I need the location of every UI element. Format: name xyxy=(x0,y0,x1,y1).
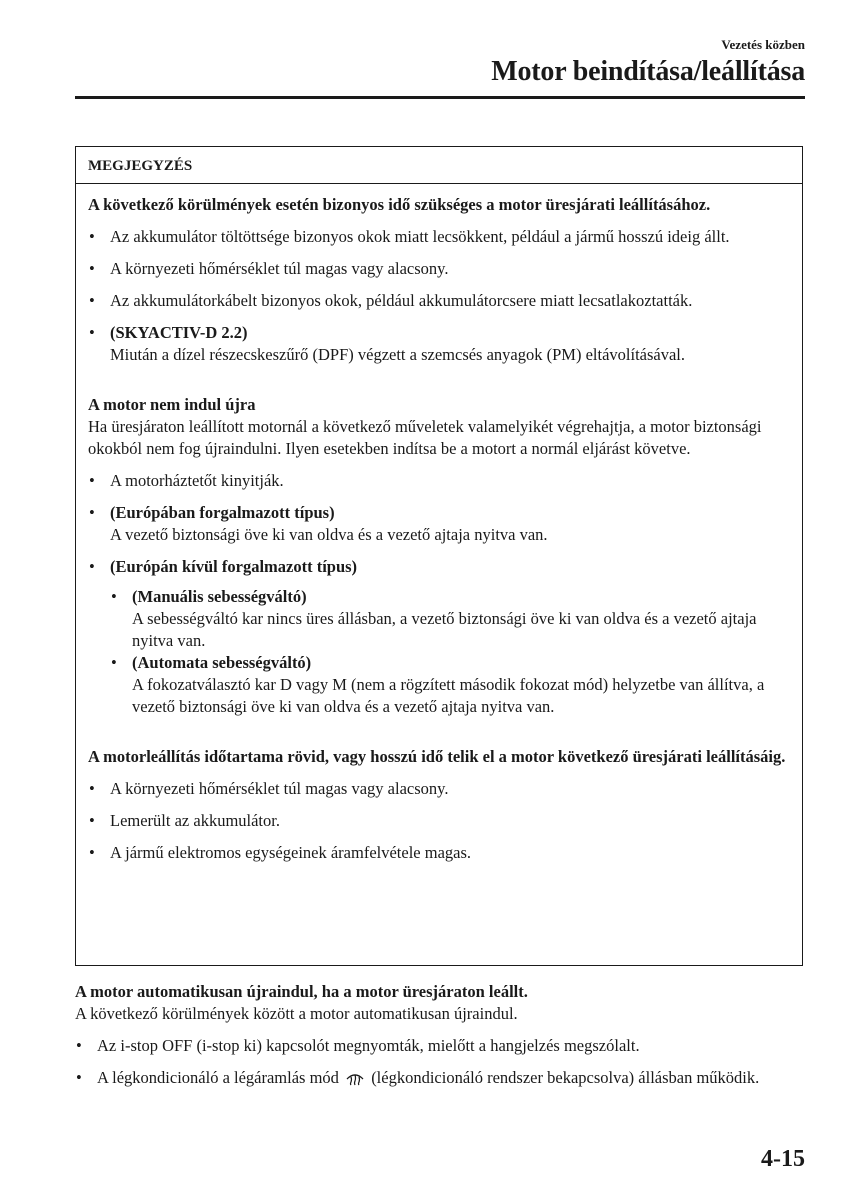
automatic-text: A fokozatválasztó kar D vagy M (nem a rögzített második fokozat mód) helyzetbe van állítva, a vezető biztonsági öve ki van oldva és a vezető ajtaja nyitva van. xyxy=(132,675,765,716)
bullet-icon: • xyxy=(111,653,117,672)
list-item xyxy=(88,778,792,800)
bullet-icon: • xyxy=(89,227,95,246)
bullet-icon: • xyxy=(76,1036,82,1055)
manual-text: A sebességváltó kar nincs üres állásban, a vezető biztonsági öve ki van oldva és a vezető ajtaja nyitva van. xyxy=(132,609,757,650)
list-item-text: A környezeti hőmérséklet túl magas vagy alacsony. xyxy=(110,779,449,798)
page-number: 4-15 xyxy=(761,1146,805,1172)
list-item xyxy=(88,810,792,832)
bullet-icon: • xyxy=(89,259,95,278)
list-item xyxy=(88,502,792,546)
skyactiv-text: Miután a dízel részecskeszűrő (DPF) végzett a szemcsés anyagok (PM) eltávolításával. xyxy=(110,345,686,364)
bullet-icon: • xyxy=(76,1068,82,1087)
list-item xyxy=(88,842,792,864)
list-item xyxy=(88,290,792,312)
list-item xyxy=(75,1035,803,1057)
transmission-sublist xyxy=(110,586,792,718)
note-box xyxy=(75,146,803,966)
list-item xyxy=(88,226,792,248)
title-rule xyxy=(75,96,805,99)
bullet-icon: • xyxy=(89,843,95,862)
restart-heading: A motor nem indul újra xyxy=(88,395,256,414)
europe-label: (Európában forgalmazott típus) xyxy=(110,503,335,522)
bullet-icon: • xyxy=(89,779,95,798)
list-item xyxy=(88,556,792,718)
bullet-icon: • xyxy=(89,291,95,310)
list-item-text: Lemerült az akkumulátor. xyxy=(110,811,280,830)
restart-text: Ha üresjáraton leállított motornál a következő műveletek valamelyikét végrehajtja, a motor biztonsági okokból nem fog újraindulni. Ilyen esetekben indítsa be a motort a normál eljárást követve. xyxy=(88,417,762,458)
list-item-text: Az akkumulátorkábelt bizonyos okok, például akkumulátorcsere miatt lecsatlakoztatták. xyxy=(110,291,693,310)
bullet-icon: • xyxy=(89,323,95,342)
list-item xyxy=(88,322,792,366)
note-intro: A következő körülmények esetén bizonyos idő szükséges a motor üresjárati leállításához. xyxy=(88,195,711,214)
intro-list xyxy=(88,226,792,366)
list-item-text-before: A légkondicionáló a légáramlás mód xyxy=(97,1068,339,1087)
list-item xyxy=(88,470,792,492)
automatic-label: (Automata sebességváltó) xyxy=(132,653,312,672)
duration-list xyxy=(88,778,792,864)
list-item-text-after: (légkondicionáló rendszer bekapcsolva) állásban működik. xyxy=(371,1068,760,1087)
list-item-text: A jármű elektromos egységeinek áramfelvétele magas. xyxy=(110,843,472,862)
auto-restart-section xyxy=(75,981,803,1092)
skyactiv-label: (SKYACTIV-D 2.2) xyxy=(110,323,248,342)
page-title: Motor beindítása/leállítása xyxy=(491,56,805,87)
auto-restart-text: A következő körülmények között a motor automatikusan újraindul. xyxy=(75,1004,518,1023)
list-item-text: A motorháztetőt kinyitják. xyxy=(110,471,284,490)
outside-europe-label: (Európán kívül forgalmazott típus) xyxy=(110,557,358,576)
auto-restart-list xyxy=(75,1035,803,1092)
auto-restart-heading: A motor automatikusan újraindul, ha a motor üresjáraton leállt. xyxy=(75,982,528,1001)
duration-heading: A motorleállítás időtartama rövid, vagy hosszú idő telik el a motor következő üresjárati leállításáig. xyxy=(88,747,786,766)
section-label: Vezetés közben xyxy=(721,37,805,52)
list-item-text: Az i-stop OFF (i-stop ki) kapcsolót megnyomták, mielőtt a hangjelzés megszólalt. xyxy=(97,1036,640,1055)
note-heading: MEGJEGYZÉS xyxy=(76,147,802,184)
list-item xyxy=(88,258,792,280)
list-item-text: Az akkumulátor töltöttsége bizonyos okok miatt lecsökkent, például a jármű hosszú ideig állt. xyxy=(110,227,730,246)
list-item xyxy=(75,1067,803,1092)
bullet-icon: • xyxy=(89,557,95,576)
sublist-item xyxy=(110,586,792,652)
restart-list xyxy=(88,470,792,718)
europe-text: A vezető biztonsági öve ki van oldva és a vezető ajtaja nyitva van. xyxy=(110,525,548,544)
list-item-text: A környezeti hőmérséklet túl magas vagy alacsony. xyxy=(110,259,449,278)
bullet-icon: • xyxy=(89,811,95,830)
bullet-icon: • xyxy=(89,471,95,490)
bullet-icon: • xyxy=(89,503,95,522)
note-body xyxy=(76,184,802,864)
defroster-icon xyxy=(345,1070,365,1092)
bullet-icon: • xyxy=(111,587,117,606)
sublist-item xyxy=(110,652,792,718)
manual-label: (Manuális sebességváltó) xyxy=(132,587,307,606)
